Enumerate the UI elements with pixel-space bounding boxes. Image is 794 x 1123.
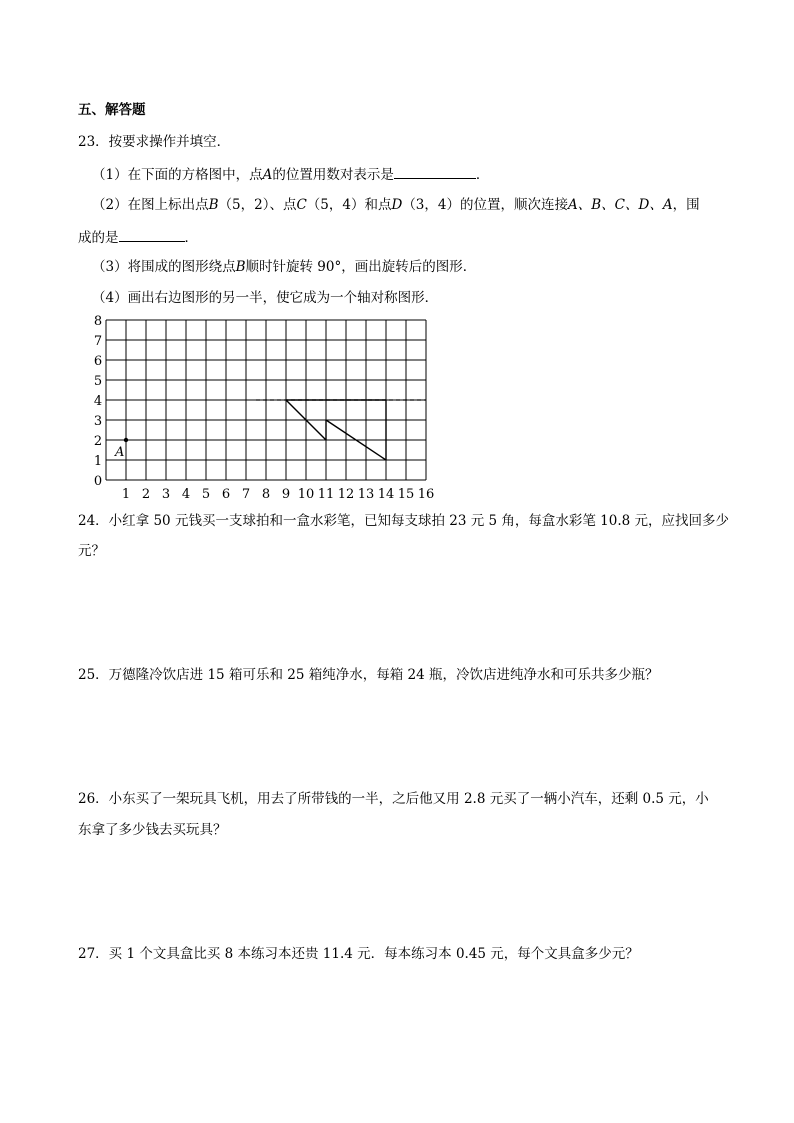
y-tick-label: 6 (93, 354, 103, 369)
q23-stem-text: 23．按要求操作并填空． (78, 134, 231, 150)
q26-text-1: 26．小东买了一架玩具飞机，用去了所带钱的一半，之后他又用 2.8 元买了一辆小汽车，还剩 0.5 元，小 (78, 791, 709, 807)
half-shape (124, 400, 386, 460)
q23-p2-point-d: D (391, 197, 403, 213)
x-tick-label: 12 (337, 487, 355, 502)
q23-p2-text-d: （3，4）的位置，顺次连接 (402, 197, 568, 213)
q23-p2-end: ． (184, 230, 198, 246)
x-tick-label: 2 (141, 487, 151, 502)
q25-text-1: 25．万德隆冷饮店进 15 箱可乐和 25 箱纯净水，每箱 24 瓶，冷饮店进纯净水和可乐共多少瓶？ (78, 667, 659, 683)
x-tick-label: 14 (377, 487, 395, 502)
q23-p2-point-b: B (208, 197, 219, 213)
x-tick-label: 8 (261, 487, 271, 502)
q23-p2-text-c: （5，4）和点 (306, 197, 392, 213)
q23-p1-answer-blank[interactable] (394, 164, 476, 179)
x-tick-label: 4 (181, 487, 191, 502)
y-tick-label: 4 (93, 394, 103, 409)
y-tick-label: 2 (93, 434, 103, 449)
q23-part2-cont (78, 227, 198, 247)
q23-part3 (92, 258, 476, 276)
q24-line2 (78, 542, 105, 560)
x-tick-label: 7 (241, 487, 251, 502)
q27-text-1: 27．买 1 个文具盒比买 8 本练习本还贵 11.4 元．每本练习本 0.45 元，每个文具盒多少元？ (78, 946, 639, 962)
x-tick-label: 9 (281, 487, 291, 502)
q26-line2 (78, 821, 227, 839)
grid-labels (94, 314, 434, 502)
q23-p2-text-e: ，围 (672, 197, 700, 213)
q26-line1 (78, 790, 709, 808)
q23-part1 (92, 164, 489, 184)
y-tick-label: 5 (93, 374, 103, 389)
q23-stem (78, 133, 230, 151)
q23-part2 (92, 196, 700, 214)
q23-p1-end: ． (475, 167, 490, 183)
x-tick-label: 6 (221, 487, 231, 502)
x-tick-label: 11 (317, 487, 335, 502)
y-tick-label: 1 (93, 454, 103, 469)
section-title-text: 五、解答题 (78, 102, 146, 118)
coordinate-grid[interactable] (88, 310, 438, 502)
q23-p2-point-c: C (296, 197, 307, 213)
x-tick-label: 1 (121, 487, 131, 502)
q23-p3-text-a: （3）将围成的图形绕点 (92, 259, 236, 275)
y-tick-label: 3 (93, 414, 103, 429)
q23-p4-text: （4）画出右边图形的另一半，使它成为一个轴对称图形． (92, 290, 439, 306)
point-a-label: A (115, 445, 125, 460)
q23-p2-answer-blank[interactable] (119, 227, 185, 242)
q24-text-2: 元？ (78, 543, 105, 559)
q23-p1-text-b: 的位置用数对表示是 (272, 167, 394, 183)
x-tick-label: 10 (297, 487, 315, 502)
y-tick-label: 7 (93, 334, 103, 349)
x-tick-label: 13 (357, 487, 375, 502)
x-tick-label: 15 (397, 487, 415, 502)
q23-p2-text-b: （5，2）、点 (218, 197, 297, 213)
q26-text-2: 东拿了多少钱去买玩具？ (78, 822, 227, 838)
q24-line1 (78, 512, 729, 530)
q27-line1 (78, 945, 639, 963)
q23-p3-text-c: 顺时针旋转 90°，画出旋转后的图形． (245, 259, 477, 275)
point-a-dot (124, 438, 128, 442)
q23-p2-text-a: （2）在图上标出点 (92, 197, 209, 213)
q23-p1-point-a: A (262, 167, 273, 183)
x-tick-label: 5 (201, 487, 211, 502)
x-tick-label: 16 (417, 487, 435, 502)
q23-part4 (92, 289, 438, 307)
q23-p2-sequence: A、B、C、D、A (568, 197, 673, 213)
y-tick-label: 8 (93, 314, 103, 329)
q25-line1 (78, 666, 658, 684)
q23-p1-text-a: （1）在下面的方格图中，点 (92, 167, 263, 183)
y-tick-label: 0 (93, 474, 103, 489)
q23-p3-point-b: B (235, 259, 246, 275)
q24-text-1: 24．小红拿 50 元钱买一支球拍和一盒水彩笔，已知每支球拍 23 元 5 角，每盒水彩笔 10.8 元，应找回多少 (78, 513, 730, 529)
x-tick-label: 3 (161, 487, 171, 502)
section-title (78, 101, 146, 119)
q23-p2-text-f: 成的是 (78, 230, 119, 246)
